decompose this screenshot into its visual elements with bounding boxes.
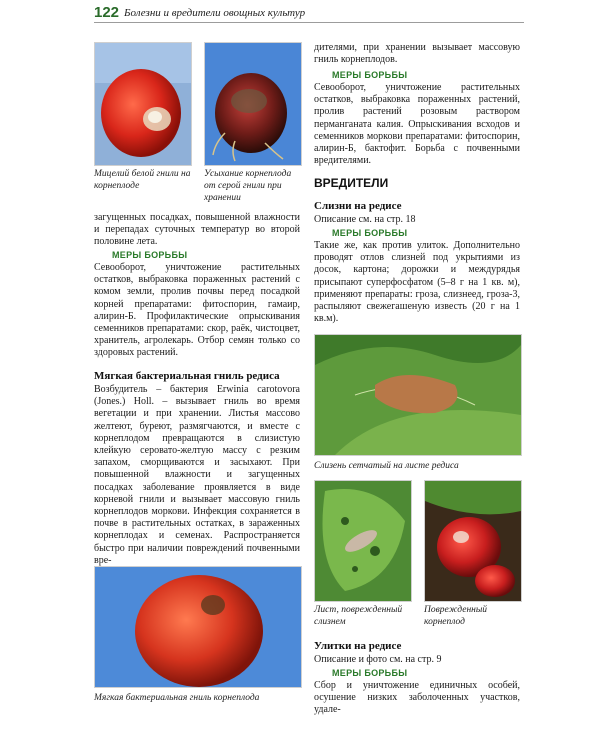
left-control-text: Севооборот, уничтожение растительных остатков, выбраковка пораженных растений с комом земли, пролив почвы перед посадкой корней препаратами: фитоспорин, гамаир, алирин-Б. Профилактические опрыскивания семенников препаратами: скор, раёк, чистоцвет, хранитель, агролекарь. Отбор семян только со здоровых растений. xyxy=(94,262,300,359)
snails-ref: Описание и фото см. на стр. 9 xyxy=(314,654,442,665)
right-cont-text: дителями, при хранении вызывает массовую гниль корнеплодов. xyxy=(314,42,520,66)
photo-white-rot xyxy=(94,42,192,166)
caption-damaged-root: Поврежденный корнеплод xyxy=(424,605,488,627)
slugs-ref: Описание см. на стр. 18 xyxy=(314,214,416,225)
caption-soft-rot: Мягкая бактериальная гниль корнеплода xyxy=(94,693,260,703)
right-control-text: Севооборот, уничтожение растительных остатков, выбраковка пораженных растений, пролив растений розовым раствором перманганата калия. Опрыскивания всходов и семенников моркови препаратами: фитоспорин, алирин-Б, бактофит. Борьба с почвенными вредителями. xyxy=(314,82,520,167)
photo-slug-leaf xyxy=(314,334,522,456)
slugs-label: МЕРЫ БОРЬБЫ xyxy=(332,228,408,238)
right-control-label: МЕРЫ БОРЬБЫ xyxy=(332,70,408,80)
pests-title: ВРЕДИТЕЛИ xyxy=(314,176,389,190)
header-rule xyxy=(94,22,524,23)
caption-damaged-leaf: Лист, поврежденный слизнем xyxy=(314,605,403,627)
slugs-text: Такие же, как против улиток. Дополнительно проводят отлов слизней под укрытиями из досок, картона; дорожки и междурядья присыпают суперфосфатом (5–8 г на 1 кв. м), применяют препараты: гроза, слизнеед, гроза-3, распыляют свежегашеную известь (20 г на 1 кв.м). xyxy=(314,240,520,325)
caption-white-rot: Мицелий белой гнили на корнеплоде xyxy=(94,169,191,191)
photo-soft-rot xyxy=(94,566,302,688)
running-title: Болезни и вредители овощных культур xyxy=(124,7,306,19)
snails-label: МЕРЫ БОРЬБЫ xyxy=(332,668,408,678)
snails-text: Сбор и уничтожение единичных особей, осушение низких заболоченных участков, удале- xyxy=(314,680,520,716)
page-number: 122 xyxy=(94,4,120,21)
left-intro-text: загущенных посадках, повышенной влажности и перепадах суточных температур во второй половине лета. xyxy=(94,212,300,248)
slugs-heading: Слизни на редисе xyxy=(314,200,402,212)
photo-damaged-leaf xyxy=(314,480,412,602)
snails-heading: Улитки на редисе xyxy=(314,640,402,652)
caption-slug-leaf: Слизень сетчатый на листе редиса xyxy=(314,461,459,471)
photo-grey-rot xyxy=(204,42,302,166)
soft-rot-heading: Мягкая бактериальная гниль редиса xyxy=(94,370,280,382)
soft-rot-text: Возбудитель – бактерия Erwinia carotovora (Jones.) Holl. – вызывает гниль во время вегетации и при хранении. Листья массово желтеют, буреют, размягчаются, и вместе с корнеплодом превращаются в слизистую клейкую серовато-желтую массу с резким запахом, сморщиваются и засыхают. При повышенной влажности и загущенных посадках заболевание проявляется в виде корневой гнили и вызывает массовую гниль корнеплодов моркови. Инфекция сохраняется в почве в растительных остатках, в зараженных корнеплодах и семенах. Распространяется быстро при наличии повреждений почвенными вре- xyxy=(94,384,300,566)
left-control-label: МЕРЫ БОРЬБЫ xyxy=(112,250,188,260)
caption-grey-rot: Усыхание корнеплода от серой гнили при хранении xyxy=(204,169,292,203)
photo-damaged-root xyxy=(424,480,522,602)
